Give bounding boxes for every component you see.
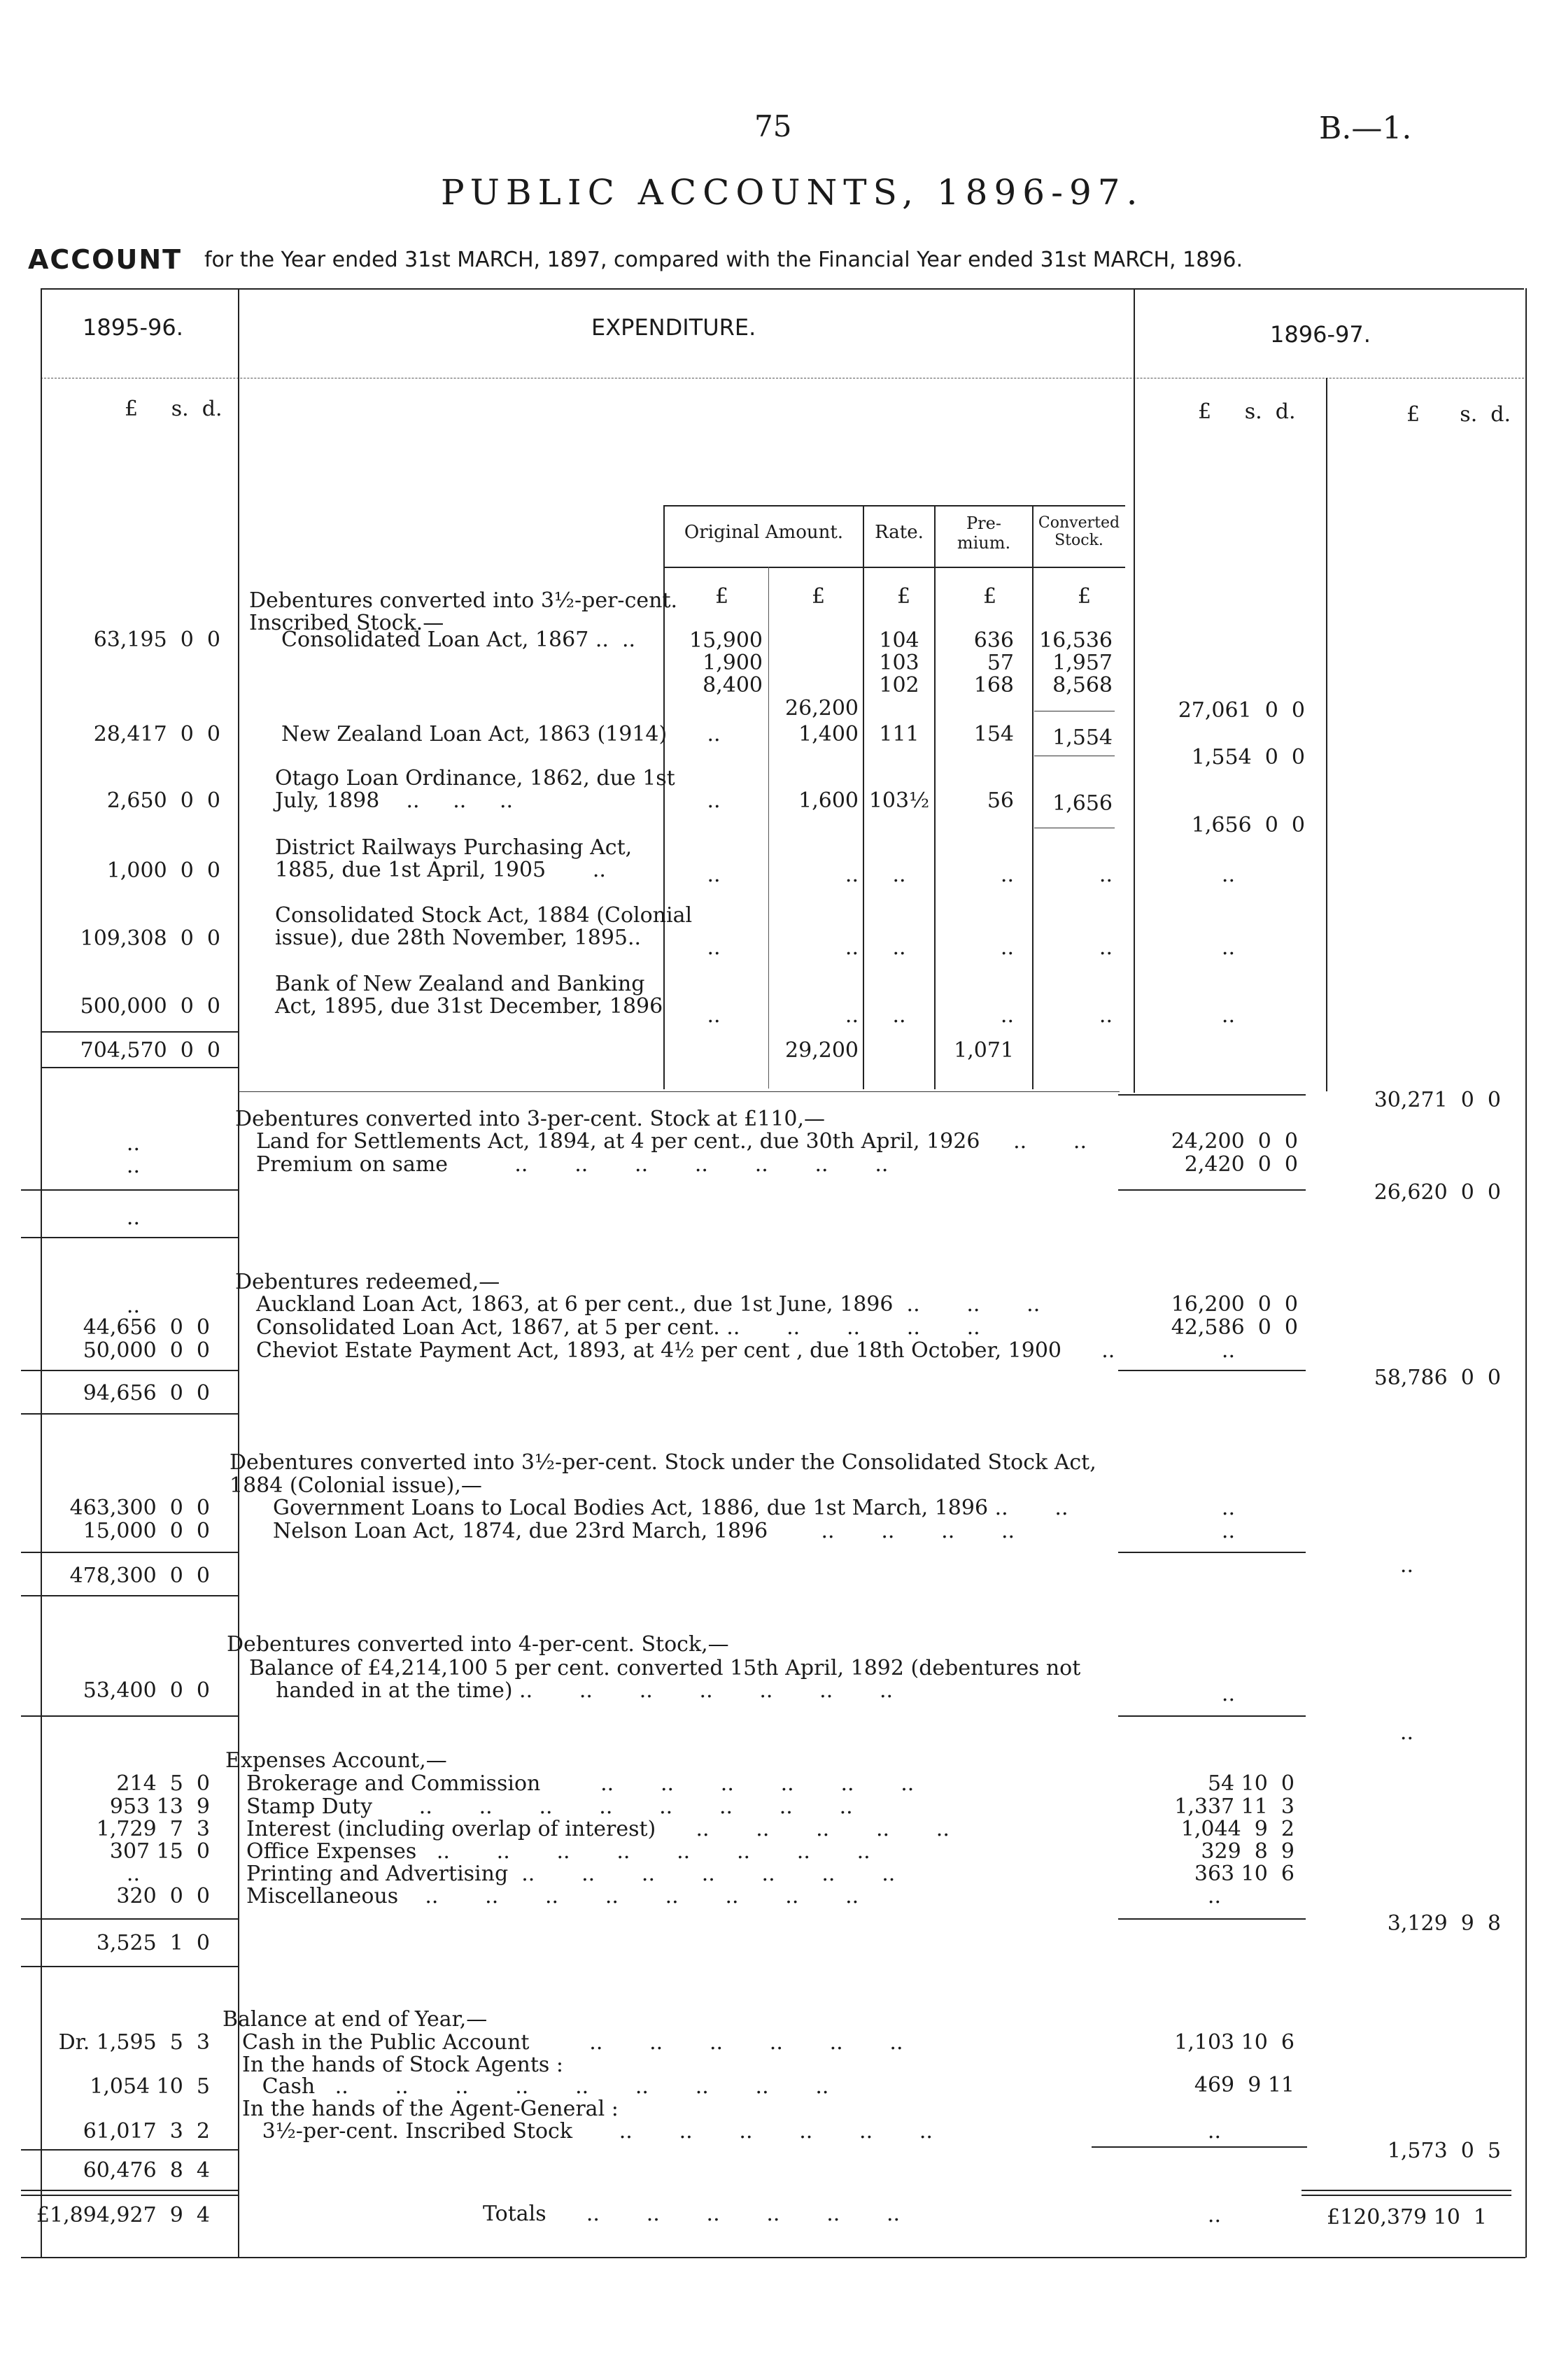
left-amount: 28,417 0 0 (93, 722, 220, 746)
rate: .. (892, 935, 906, 960)
section-total-rule (21, 1552, 238, 1553)
section-subtotal-rule (1118, 1552, 1306, 1553)
row-label: District Railways Purchasing Act, 1885, due 1st April, 1905 .. (275, 835, 633, 883)
original-amount: .. (707, 1003, 721, 1028)
left-amount: 500,000 0 0 (80, 994, 220, 1019)
original-total: 26,200 (785, 696, 859, 721)
section-heading-redeemed: Debentures redeemed,— (235, 1270, 500, 1294)
right-amount: 1,337 11 3 (1174, 1794, 1295, 1819)
section-total-rule (21, 1189, 238, 1191)
section-subtotal-rule (1118, 1370, 1306, 1371)
row-label: Cheviot Estate Payment Act, 1893, at 4½ per cent , due 18th October, 1900 .. (256, 1338, 1115, 1363)
left-amount: 1,054 10 5 (90, 2074, 210, 2099)
original-total: 1,600 (798, 788, 859, 813)
section-right-total: .. (1399, 1720, 1413, 1745)
rate: .. (892, 1003, 906, 1028)
original-amount: .. (707, 935, 721, 960)
rate: 111 (879, 722, 919, 746)
row-label: Brokerage and Commission .. .. .. .. .. .. (246, 1771, 915, 1796)
section-end-rule (42, 1067, 238, 1068)
left-amount: 15,000 0 0 (83, 1519, 210, 1543)
converted-stock: .. (1099, 863, 1113, 887)
rates: 104 103 102 (879, 628, 919, 698)
left-amount: 50,000 0 0 (83, 1338, 210, 1363)
grand-total-1895-96: £1,894,927 9 4 (36, 2203, 210, 2227)
page-title: PUBLIC ACCOUNTS, 1896-97. (441, 172, 1144, 213)
section-subtotal-rule (1118, 1189, 1306, 1191)
section-end-rule (21, 1413, 238, 1415)
section-separator (238, 1091, 1120, 1092)
row-label: Land for Settlements Act, 1894, at 4 per cent., due 30th April, 1926 .. .. (256, 1129, 1087, 1154)
left-amount: 44,656 0 0 (83, 1315, 210, 1340)
section-subtotal-rule (1118, 1094, 1306, 1096)
right-amount: 16,200 0 0 (1171, 1292, 1298, 1317)
left-amount: 1,729 7 3 (96, 1817, 210, 1841)
left-amount: 1,000 0 0 (106, 858, 220, 883)
left-amount: 307 15 0 (109, 1839, 210, 1864)
subtable-header-premium: Pre- mium. (957, 513, 1011, 553)
right-amount: 24,200 0 0 (1171, 1129, 1298, 1154)
section-left-total: 60,476 8 4 (83, 2158, 210, 2183)
left-amount: 63,195 0 0 (93, 628, 220, 652)
left-amount: .. (126, 1154, 140, 1178)
original-amounts: 15,900 1,900 8,400 (689, 628, 763, 698)
right-amount: .. (1221, 935, 1235, 960)
original-amount: .. (707, 863, 721, 887)
table-bottom-rule (21, 2257, 1525, 2258)
left-amount: .. (126, 1862, 140, 1886)
row-label: In the hands of the Agent-General : (242, 2097, 619, 2121)
right-amount: .. (1221, 1003, 1235, 1028)
right-amount: .. (1221, 1682, 1235, 1706)
totals-top-rule-left-double (21, 2195, 238, 2196)
row-label: Premium on same .. .. .. .. .. .. .. (256, 1152, 889, 1177)
row-label: In the hands of Stock Agents : (242, 2053, 563, 2077)
right-amount: 363 10 6 (1194, 1862, 1295, 1886)
left-amount: 109,308 0 0 (80, 926, 220, 951)
right-column-divider (1134, 288, 1135, 1093)
premium: .. (1000, 863, 1014, 887)
section-right-total: 26,620 0 0 (1374, 1180, 1501, 1205)
left-amount: 2,650 0 0 (106, 788, 220, 813)
right-amount: .. (1207, 1884, 1221, 1908)
account-heading-word: ACCOUNT (28, 244, 183, 275)
totals-middle: .. (1207, 2203, 1221, 2227)
right-amount: 2,420 0 0 (1184, 1152, 1298, 1177)
premium-sum: 1,071 (954, 1038, 1014, 1063)
subtable-unit-premium: £ (983, 584, 997, 609)
section-right-total: 1,573 0 5 (1387, 2139, 1501, 2163)
subtable-header-converted-stock: Converted Stock. (1038, 514, 1120, 550)
row-label: Consolidated Loan Act, 1867 .. .. (281, 628, 636, 652)
subtable-unit-original-total: £ (812, 584, 826, 609)
section-total-rule (21, 1370, 238, 1371)
row-label: Consolidated Loan Act, 1867, at 5 per cent. .. .. .. .. .. (256, 1315, 980, 1340)
section-total-rule (21, 1918, 238, 1920)
section-right-total: 30,271 0 0 (1374, 1088, 1501, 1112)
section-subtotal-rule (1118, 1918, 1306, 1920)
row-label: Cash .. .. .. .. .. .. .. .. .. (242, 2074, 829, 2099)
right-subcolumn-divider (1326, 378, 1327, 1091)
right-amount: 54 10 0 (1207, 1771, 1295, 1796)
section-right-total: 3,129 9 8 (1387, 1911, 1501, 1936)
subtable-unit-converted: £ (1078, 584, 1092, 609)
converted-stock: 1,656 (1052, 791, 1113, 816)
right-amount: .. (1221, 1338, 1235, 1363)
row-label: Office Expenses .. .. .. .. .. .. .. .. (246, 1839, 870, 1864)
left-amount: 61,017 3 2 (83, 2119, 210, 2144)
grand-total-1896-97: £120,379 10 1 (1326, 2205, 1487, 2230)
original-amount-sum: 29,200 (785, 1038, 859, 1063)
row-label: Consolidated Stock Act, 1884 (Colonial issue), due 28th November, 1895.. (275, 903, 693, 951)
totals-top-rule-left (21, 2190, 238, 2191)
right-amount: 1,554 0 0 (1191, 745, 1305, 770)
subtable-top-rule (663, 505, 1125, 507)
subtable-unit-rate: £ (897, 584, 911, 609)
row-label: New Zealand Loan Act, 1863 (1914) (281, 722, 668, 746)
premium: 56 (987, 788, 1014, 813)
right-amount: 42,586 0 0 (1171, 1315, 1298, 1340)
left-amount: 463,300 0 0 (69, 1496, 210, 1520)
section-heading-4-per-cent: Debentures converted into 4-per-cent. Stock,— (227, 1632, 729, 1657)
row-label: Interest (including overlap of interest) .. .. .. .. .. (246, 1817, 950, 1841)
converted-stock: .. (1099, 1003, 1113, 1028)
table-right-border (1525, 288, 1527, 2258)
right-currency-units-a: £ s. d. (1198, 399, 1296, 424)
section-left-total: 3,525 1 0 (96, 1931, 210, 1955)
original-total: .. (845, 935, 859, 960)
left-amount: 320 0 0 (116, 1884, 210, 1908)
section-subtotal-rule (1118, 1715, 1306, 1717)
row-label: Government Loans to Local Bodies Act, 1886, due 1st March, 1896 .. .. (273, 1496, 1068, 1520)
left-amount: 953 13 9 (109, 1794, 210, 1819)
right-amount: 1,656 0 0 (1191, 813, 1305, 837)
right-amount: 469 9 11 (1194, 2073, 1295, 2097)
subtable-header-rule (663, 567, 1125, 568)
section-subtotal-rule (1092, 2146, 1307, 2148)
section-right-total: .. (1399, 1553, 1413, 1578)
left-amount: .. (126, 1294, 140, 1318)
section-left-total: .. (126, 1205, 140, 1230)
section-left-total: 704,570 0 0 (80, 1038, 220, 1063)
subtable-inner-divider (768, 567, 769, 1089)
original-amount: .. (707, 788, 721, 813)
premiums: 636 57 168 (973, 628, 1014, 698)
right-amount: .. (1221, 1496, 1235, 1520)
original-total: 1,400 (798, 722, 859, 746)
right-amount: 27,061 0 0 (1178, 698, 1305, 723)
rate: 103½ (868, 788, 930, 813)
document-reference: B.—1. (1319, 111, 1412, 146)
section-left-total: 478,300 0 0 (69, 1564, 210, 1588)
left-amount: .. (126, 1131, 140, 1156)
page-number: 75 (754, 109, 792, 143)
totals-top-rule-right-double (1302, 2195, 1511, 2196)
row-label: Nelson Loan Act, 1874, due 23rd March, 1896 .. .. .. .. (273, 1519, 1015, 1543)
row-label: Miscellaneous .. .. .. .. .. .. .. .. (246, 1884, 859, 1908)
section-left-total: 94,656 0 0 (83, 1381, 210, 1405)
section-heading-3-per-cent: Debentures converted into 3-per-cent. Stock at £110,— (235, 1107, 826, 1131)
row-label: Auckland Loan Act, 1863, at 6 per cent., due 1st June, 1896 .. .. .. (256, 1292, 1041, 1317)
account-heading-text: for the Year ended 31st MARCH, 1897, compared with the Financial Year ended 31st MARCH, 1896. (204, 248, 1243, 272)
right-amount: .. (1207, 2119, 1221, 2144)
premium: .. (1000, 935, 1014, 960)
section-right-total: 58,786 0 0 (1374, 1366, 1501, 1390)
section-end-rule (21, 1966, 238, 1967)
row-label: Stamp Duty .. .. .. .. .. .. .. .. (246, 1794, 853, 1819)
premium: 154 (973, 722, 1014, 746)
premium: .. (1000, 1003, 1014, 1028)
section-total-rule (42, 1031, 238, 1033)
column-heading-1896-97: 1896-97. (1270, 321, 1371, 348)
totals-label: Totals .. .. .. .. .. .. (483, 2202, 901, 2226)
subtable-unit-original: £ (715, 584, 729, 609)
row-label: Cash in the Public Account .. .. .. .. .. .. (242, 2030, 903, 2055)
section-total-rule (21, 1715, 238, 1717)
row-label: Bank of New Zealand and Banking Act, 1895, due 31st December, 1896 (275, 972, 663, 1019)
column-heading-1895-96: 1895-96. (83, 314, 183, 341)
original-amount: .. (707, 722, 721, 746)
left-amount: 53,400 0 0 (83, 1678, 210, 1703)
subtable-header-original-amount: Original Amount. (684, 522, 844, 543)
right-amount: 1,103 10 6 (1174, 2030, 1295, 2055)
row-label: Printing and Advertising .. .. .. .. .. .. .. (246, 1862, 896, 1886)
original-total: .. (845, 1003, 859, 1028)
section-end-rule (21, 1237, 238, 1238)
subtable-header-rate: Rate. (875, 522, 924, 543)
section-heading-3-5-inscribed: Debentures converted into 3½-per-cent. Inscribed Stock.— (249, 588, 678, 636)
section-heading-expenses: Expenses Account,— (225, 1748, 447, 1773)
right-amount: 1,044 9 2 (1180, 1817, 1295, 1841)
section-end-rule (21, 1595, 238, 1596)
row-label: 3½-per-cent. Inscribed Stock .. .. .. .. .. .. (242, 2119, 933, 2144)
left-amount: Dr. 1,595 5 3 (58, 2030, 210, 2055)
converted-stock: 16,536 1,957 8,568 (1039, 628, 1113, 698)
right-currency-units-b: £ s. d. (1406, 402, 1511, 427)
section-total-rule (21, 2149, 238, 2151)
original-total: .. (845, 863, 859, 887)
converted-stock: .. (1099, 935, 1113, 960)
rate: .. (892, 863, 906, 887)
column-heading-expenditure: EXPENDITURE. (591, 314, 756, 341)
section-heading-balance: Balance at end of Year,— (223, 2007, 488, 2032)
right-amount: 329 8 9 (1201, 1839, 1295, 1864)
right-amount: .. (1221, 863, 1235, 887)
converted-stock: 1,554 (1052, 725, 1113, 750)
totals-top-rule-right (1302, 2190, 1511, 2191)
table-top-rule (41, 288, 1524, 290)
section-heading-consolidated-stock: Debentures converted into 3½-per-cent. Stock under the Consolidated Stock Act, 1884 (Colonial issue),— (230, 1450, 1096, 1498)
left-amount: 214 5 0 (116, 1771, 210, 1796)
table-left-border (41, 288, 42, 2258)
left-currency-units: £ s. d. (125, 397, 223, 421)
right-amount: .. (1221, 1519, 1235, 1543)
row-label: Otago Loan Ordinance, 1862, due 1st July, 1898 .. .. .. (275, 766, 675, 814)
row-label: Balance of £4,214,100 5 per cent. converted 15th April, 1892 (debentures not handed in at the time) .. .. .. .. .. .. .. (249, 1656, 1081, 1703)
